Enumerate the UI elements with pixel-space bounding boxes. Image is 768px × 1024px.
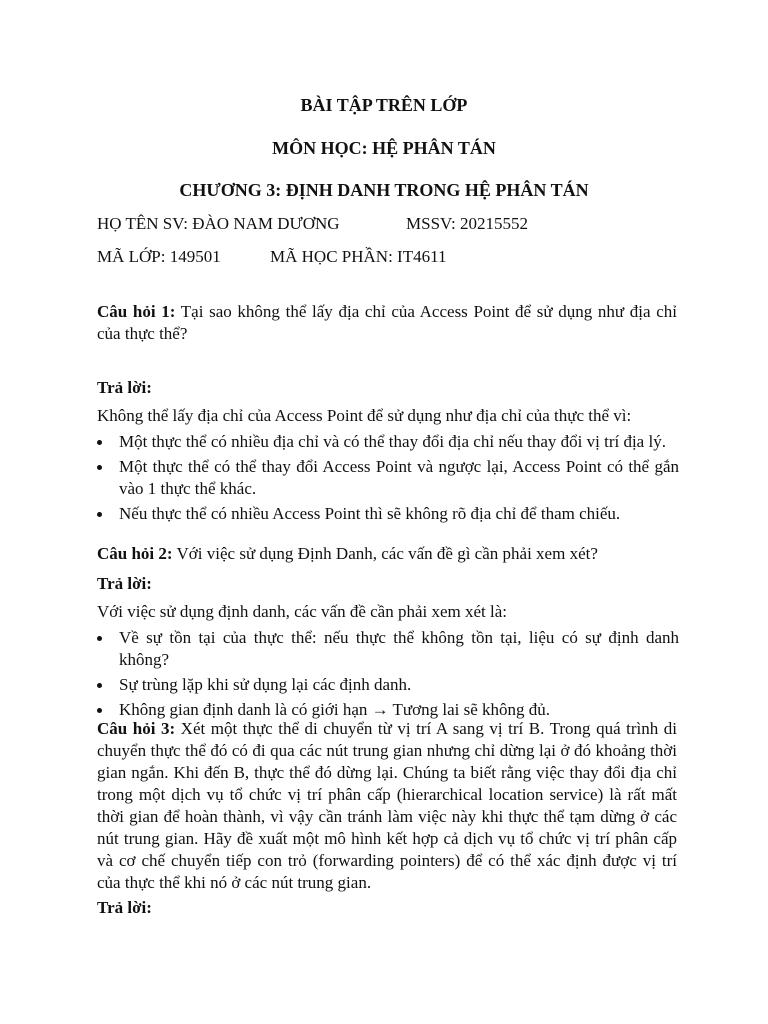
question-1-text: Tại sao không thể lấy địa chỉ của Access Point để sử dụng như địa chỉ của thực thể?: [97, 302, 677, 343]
bullet-icon: [97, 512, 102, 517]
bullet-icon: [97, 636, 102, 641]
question-2-label: Câu hỏi 2:: [97, 544, 173, 563]
student-name: HỌ TÊN SV: ĐÀO NAM DƯƠNG: [97, 214, 340, 233]
list-item: Một thực thể có nhiều địa chỉ và có thể thay đổi địa chỉ nếu thay đổi vị trí địa lý.: [97, 431, 679, 453]
question-2-text: Với việc sử dụng Định Danh, các vấn đề gì cần phải xem xét?: [176, 544, 598, 563]
student-id: MSSV: 20215552: [406, 214, 529, 233]
class-code: MÃ LỚP: 149501: [97, 247, 221, 266]
bullet-icon: [97, 440, 102, 445]
question-3: [97, 718, 677, 894]
question-1: [97, 301, 677, 345]
answer-3-label: Trả lời:: [97, 898, 152, 917]
course-title: MÔN HỌC: HỆ PHÂN TÁN: [272, 138, 496, 158]
question-3-text: Xét một thực thể di chuyển từ vị trí A sang vị trí B. Trong quá trình di chuyển thực thể đó có đi qua các nút trung gian nhưng chỉ dừng lại ở đó khoảng thời gian ngắn. Khi đến B, thực thể đó dừng lại. Chúng ta biết rằng việc thay đổi địa chỉ trong một dịch vụ tổ chức vị trí phân cấp (hierarchical location service) là rất mất thời gian để hoàn thành, vì vậy cần tránh làm việc này khi thực thể tạm dừng ở các nút trung gian. Hãy đề xuất một mô hình kết hợp cả dịch vụ tổ chức vị trí phân cấp và cơ chế chuyển tiếp con trỏ (forwarding pointers) để có thể xác định được vị trí của thực thể khi nó ở các nút trung gian.: [97, 719, 677, 892]
answer-1-intro: Không thể lấy địa chỉ của Access Point để sử dụng như địa chỉ của thực thể vì:: [97, 406, 632, 425]
answer-1-label: Trả lời:: [97, 378, 152, 397]
answer-2-intro: Với việc sử dụng định danh, các vấn đề cần phải xem xét là:: [97, 602, 508, 621]
answer-1-list: [97, 431, 679, 528]
answer-2-label: Trả lời:: [97, 574, 152, 593]
doc-title: BÀI TẬP TRÊN LỚP: [300, 95, 468, 115]
chapter-title: CHƯƠNG 3: ĐỊNH DANH TRONG HỆ PHÂN TÁN: [179, 180, 589, 200]
list-item: Sự trùng lặp khi sử dụng lại các định danh.: [97, 674, 679, 696]
question-2: [97, 543, 677, 565]
question-1-label: Câu hỏi 1:: [97, 302, 176, 321]
list-item: Một thực thể có thể thay đổi Access Point và ngược lại, Access Point có thể gắn vào 1 thực thể khác.: [97, 456, 679, 500]
course-code: MÃ HỌC PHẦN: IT4611: [270, 247, 447, 266]
answer-2-list: [97, 627, 679, 724]
bullet-icon: [97, 683, 102, 688]
question-3-label: Câu hỏi 3:: [97, 719, 176, 738]
bullet-icon: [97, 708, 102, 713]
list-item: Không gian định danh là có giới hạn → Tương lai sẽ không đủ.: [97, 699, 679, 721]
bullet-icon: [97, 465, 102, 470]
list-item: Nếu thực thể có nhiều Access Point thì sẽ không rõ địa chỉ để tham chiếu.: [97, 503, 679, 525]
list-item: Về sự tồn tại của thực thể: nếu thực thể không tồn tại, liệu có sự định danh không?: [97, 627, 679, 671]
